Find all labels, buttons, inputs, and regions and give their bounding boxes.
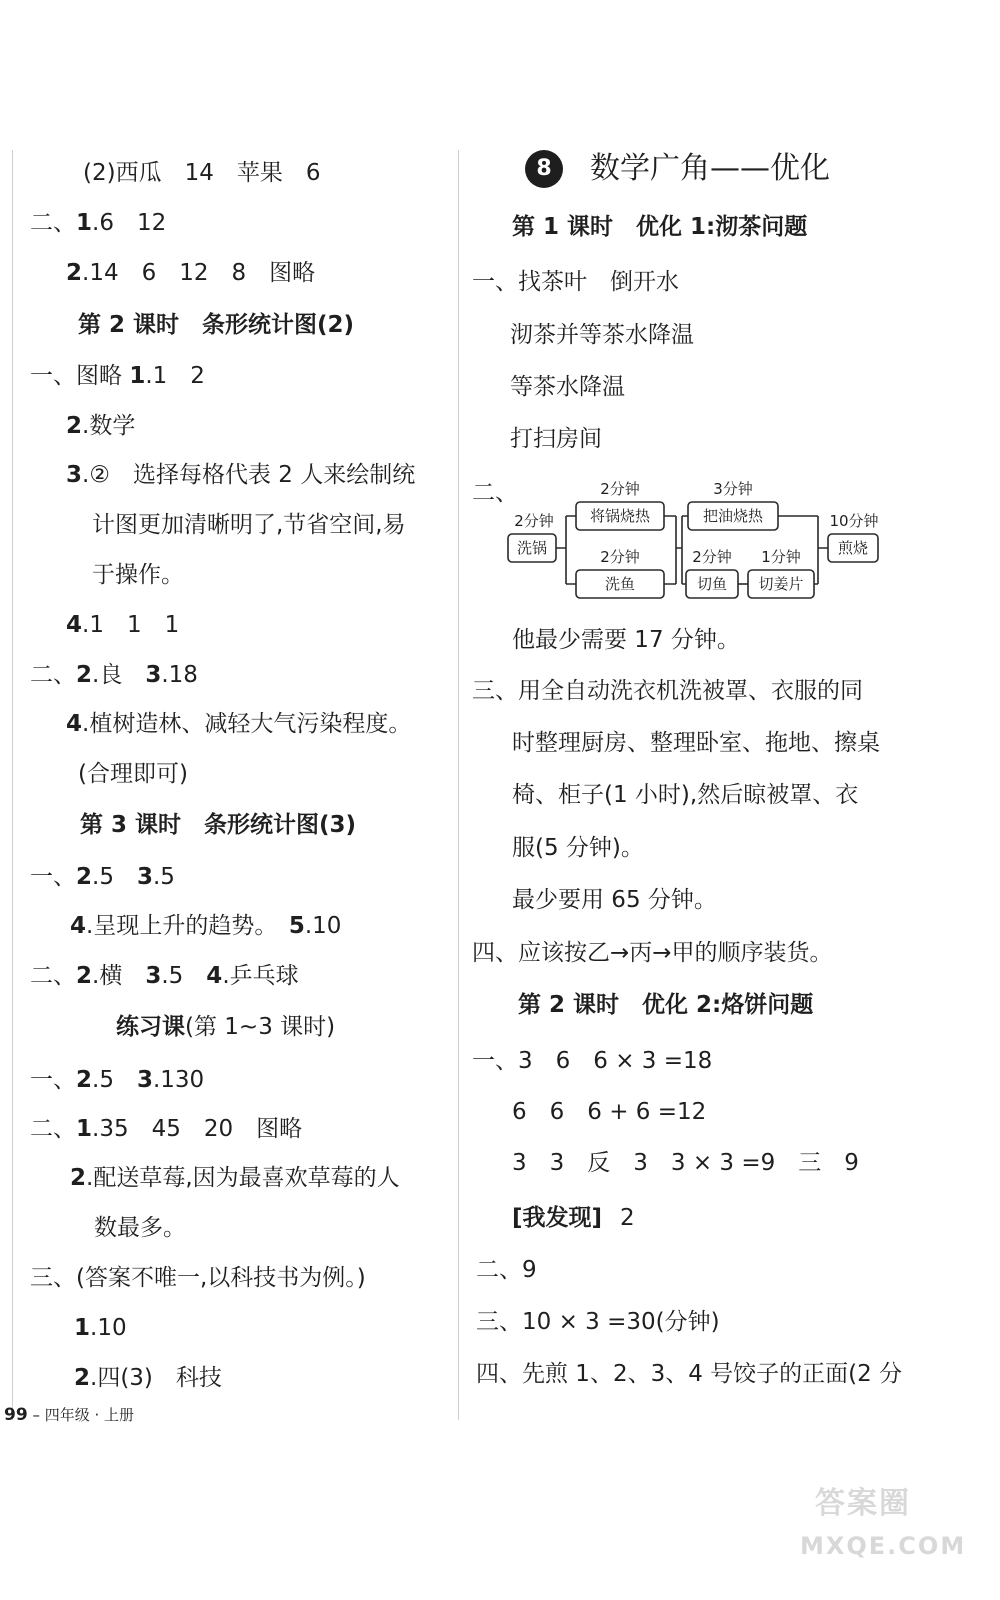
flow-time-cut-fish: 2分钟 xyxy=(692,548,732,566)
chapter-number-badge: 8 xyxy=(525,150,563,188)
answer-line: 2.数学 xyxy=(66,413,136,439)
answer-line: 三、10 × 3 =30(分钟) xyxy=(476,1309,720,1335)
answer-line: 二、1.6 12 xyxy=(30,210,167,236)
flow-label-cut-ginger: 切姜片 xyxy=(758,575,804,593)
answer-line: (合理即可) xyxy=(78,761,188,787)
lesson-heading: 第 2 课时 优化 2:烙饼问题 xyxy=(518,992,814,1018)
answer-line: 他最少需要 17 分钟。 xyxy=(512,627,740,653)
answer-line: 二、 xyxy=(472,480,518,506)
answer-line: 4.呈现上升的趋势。 5.10 xyxy=(70,913,342,939)
left-margin-line xyxy=(12,150,13,1420)
answer-line: 四、先煎 1、2、3、4 号饺子的正面(2 分 xyxy=(476,1361,903,1387)
lesson-heading: 第 2 课时 条形统计图(2) xyxy=(78,312,355,338)
column-divider xyxy=(458,150,459,1420)
grade-label: 四年级 · 上册 xyxy=(44,1406,135,1424)
flow-time-fry: 10分钟 xyxy=(829,512,879,530)
flow-time-heat-oil: 3分钟 xyxy=(713,480,753,498)
answer-line: 2.四(3) 科技 xyxy=(74,1365,222,1391)
answer-line: 4.植树造林、减轻大气污染程度。 xyxy=(66,711,412,737)
answer-line: 数最多。 xyxy=(94,1215,186,1241)
flow-time-heat-pot: 2分钟 xyxy=(600,480,640,498)
answer-line: [我发现] 2 xyxy=(512,1205,635,1231)
answer-line: 3 3 反 3 3 × 3 =9 三 9 xyxy=(512,1150,859,1176)
answer-line: 椅、柜子(1 小时),然后晾被罩、衣 xyxy=(512,782,859,808)
answer-line: 二、9 xyxy=(476,1257,537,1283)
cooking-flowchart xyxy=(500,470,900,610)
answer-line: 三、用全自动洗衣机洗被罩、衣服的同 xyxy=(472,678,863,704)
answer-line: 沏茶并等茶水降温 xyxy=(510,322,694,348)
footer-dash: – xyxy=(32,1406,40,1424)
page-number: 99 xyxy=(4,1405,28,1425)
answer-line: 二、1.35 45 20 图略 xyxy=(30,1116,303,1142)
answer-line: 于操作。 xyxy=(92,562,184,588)
page-footer xyxy=(4,1405,134,1425)
answer-line: 一、找茶叶 倒开水 xyxy=(472,269,679,295)
flow-label-wash-fish: 洗鱼 xyxy=(604,575,636,593)
answer-line: 2.14 6 12 8 图略 xyxy=(66,260,316,286)
answer-line: 2.配送草莓,因为最喜欢草莓的人 xyxy=(70,1165,400,1191)
flow-label-wash-pot: 洗锅 xyxy=(516,539,548,557)
answer-line: 服(5 分钟)。 xyxy=(512,835,644,861)
answer-line: 3.② 选择每格代表 2 人来绘制统 xyxy=(66,462,416,488)
answer-line: (2)西瓜 14 苹果 6 xyxy=(83,160,321,186)
answer-line: 三、(答案不唯一,以科技书为例。) xyxy=(30,1265,366,1291)
flow-label-cut-fish: 切鱼 xyxy=(696,575,728,593)
answer-line: 一、2.5 3.5 xyxy=(30,864,175,890)
flow-connector xyxy=(556,516,576,584)
answer-line: 时整理厨房、整理卧室、拖地、擦桌 xyxy=(512,730,880,756)
flow-connector xyxy=(664,516,688,584)
answer-line: 1.10 xyxy=(74,1315,127,1341)
flow-time-wash-fish: 2分钟 xyxy=(600,548,640,566)
practice-heading: 练习课(第 1~3 课时) xyxy=(116,1014,336,1040)
watermark-url: MXQE.COM xyxy=(800,1532,967,1560)
answer-line: 一、2.5 3.130 xyxy=(30,1067,205,1093)
chapter-title: 数学广角——优化 xyxy=(590,151,830,186)
answer-line: 二、2.良 3.18 xyxy=(30,662,198,688)
flow-label-heat-oil: 把油烧热 xyxy=(702,507,764,525)
flow-time-cut-ginger: 1分钟 xyxy=(761,548,801,566)
answer-line: 6 6 6 + 6 =12 xyxy=(512,1099,707,1125)
lesson-heading: 第 3 课时 条形统计图(3) xyxy=(80,812,357,838)
lesson-heading: 第 1 课时 优化 1:沏茶问题 xyxy=(512,214,808,240)
watermark-logo: 答案圈 xyxy=(815,1486,911,1521)
answer-line: 四、应该按乙→丙→甲的顺序装货。 xyxy=(472,940,833,966)
answer-line: 二、2.横 3.5 4.乒乓球 xyxy=(30,963,299,989)
answer-line: 等茶水降温 xyxy=(510,374,625,400)
answer-line: 最少要用 65 分钟。 xyxy=(512,887,717,913)
answer-line: 一、图略 1.1 2 xyxy=(30,363,205,389)
flow-label-fry: 煎烧 xyxy=(837,539,869,557)
answer-line: 打扫房间 xyxy=(510,426,602,452)
answer-line: 计图更加清晰明了,节省空间,易 xyxy=(92,512,406,538)
flow-label-heat-pot: 将锅烧热 xyxy=(589,507,651,525)
flow-time-wash-pot: 2分钟 xyxy=(514,512,554,530)
answer-line: 4.1 1 1 xyxy=(66,612,180,638)
answer-line: 一、3 6 6 × 3 =18 xyxy=(472,1048,713,1074)
